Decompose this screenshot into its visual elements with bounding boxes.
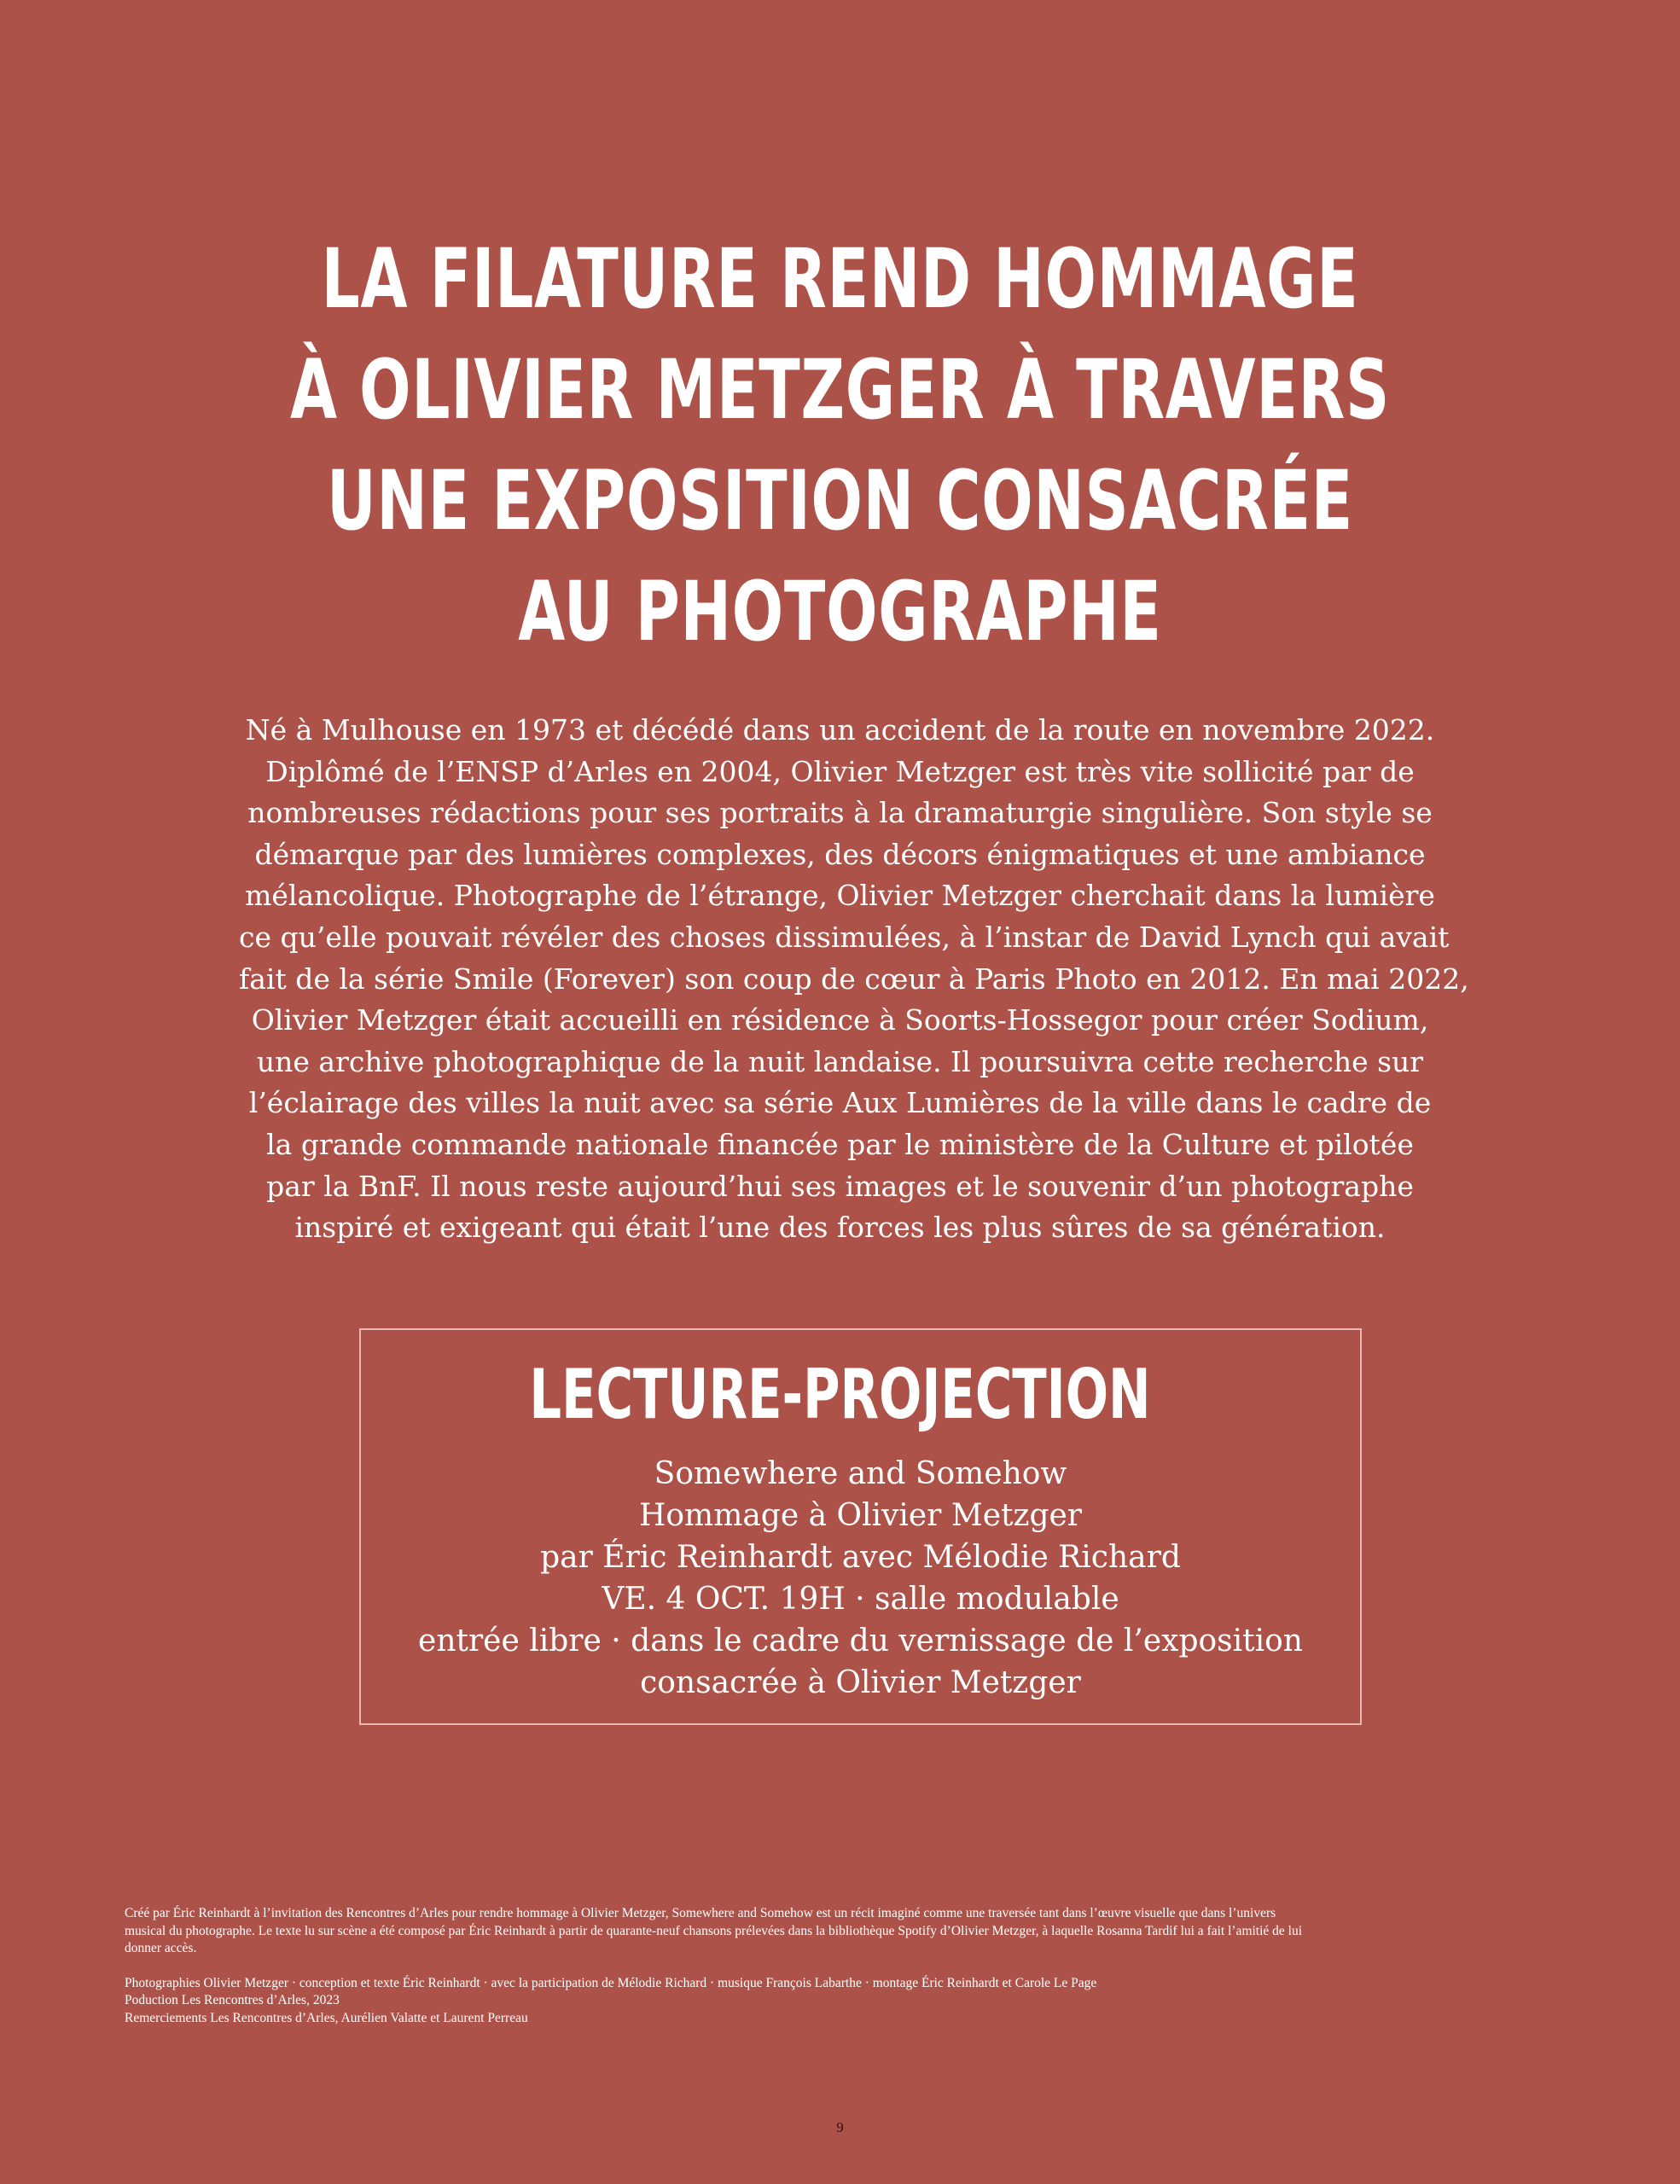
event-line: VE. 4 OCT. 19H · salle modulable [602, 1582, 1119, 1617]
credits [125, 1905, 1575, 2044]
biography-paragraph [239, 710, 1469, 1249]
title-line: UNE EXPOSITION CONSACRÉE [326, 453, 1353, 549]
event-line: consacrée à Olivier Metzger [640, 1665, 1081, 1700]
event-heading: LECTURE-PROJECTION [529, 1355, 1151, 1434]
credits-paragraph [125, 1975, 1575, 2028]
bio-line: ce qu’elle pouvait révéler des choses dissimulées, à l’instar de David Lynch qui avait [239, 920, 1450, 954]
event-line: entrée libre · dans le cadre du vernissage de l’exposition [418, 1623, 1303, 1658]
title-line: LA FILATURE REND HOMMAGE [321, 231, 1359, 327]
bio-line: la grande commande nationale financée par le ministère de la Culture et pilotée [266, 1127, 1414, 1161]
event-line: par Éric Reinhardt avec Mélodie Richard [540, 1540, 1181, 1575]
bio-line: l’éclairage des villes la nuit avec sa série Aux Lumières de la ville dans le cadre de [248, 1086, 1432, 1120]
bio-line: inspiré et exigeant qui était l’une des forces les plus sûres de sa génération. [294, 1211, 1386, 1245]
credits-line: Photographies Olivier Metzger · conception et texte Éric Reinhardt · avec la participation de Mélodie Richard · musique François Labarthe · montage Éric Reinhardt et Carole Le Page [125, 1975, 1097, 1990]
bio-line: une archive photographique de la nuit landaise. Il poursuivra cette recherche sur [256, 1044, 1424, 1078]
credits-paragraph [125, 1905, 1575, 1958]
bio-line: par la BnF. Il nous reste aujourd’hui ses images et le souvenir d’un photographe [266, 1169, 1414, 1203]
bio-line: fait de la série Smile (Forever) son coup de cœur à Paris Photo en 2012. En mai 2022, [239, 961, 1469, 996]
bio-line: Olivier Metzger était accueilli en résidence à Soorts-Hossegor pour créer Sodium, [251, 1003, 1429, 1037]
event-details [359, 1453, 1362, 1704]
credits-line: donner accès. [125, 1941, 197, 1955]
credits-line: Remerciements Les Rencontres d’Arles, Aurélien Valatte et Laurent Perreau [125, 2010, 528, 2025]
credits-line: Créé par Éric Reinhardt à l’invitation des Rencontres d’Arles pour rendre hommage à Olivier Metzger, Somewhere and Somehow est un récit imaginé comme une traversée tant dans l’œuvre visuelle que dans l’univers [125, 1906, 1276, 1920]
bio-line: Né à Mulhouse en 1973 et décédé dans un accident de la route en novembre 2022. [245, 713, 1435, 746]
title-line: À OLIVIER METZGER À TRAVERS [289, 342, 1391, 438]
page-title [218, 224, 1462, 667]
bio-line: démarque par des lumières complexes, des décors énigmatiques et une ambiance [254, 837, 1426, 871]
bio-line: Diplômé de l’ENSP d’Arles en 2004, Olivier Metzger est très vite sollicité par de [265, 754, 1415, 788]
credits-line: Poduction Les Rencontres d’Arles, 2023 [125, 1993, 340, 2007]
page-number: 9 [836, 2119, 844, 2135]
credits-line: musical du photographe. Le texte lu sur scène a été composé par Éric Reinhardt à partir de quarante-neuf chansons prélevées dans la bibliothèque Spotify d’Olivier Metzger, à laquelle Rosanna Tardif lui a fait l’amitié de lui [125, 1923, 1303, 1938]
event-line: Somewhere and Somehow [654, 1456, 1067, 1491]
bio-line: mélancolique. Photographe de l’étrange, Olivier Metzger cherchait dans la lumière [245, 879, 1435, 913]
title-line: AU PHOTOGRAPHE [518, 564, 1162, 659]
event-line: Hommage à Olivier Metzger [638, 1498, 1082, 1533]
bio-line: nombreuses rédactions pour ses portraits à la dramaturgie singulière. Son style se [247, 796, 1433, 830]
